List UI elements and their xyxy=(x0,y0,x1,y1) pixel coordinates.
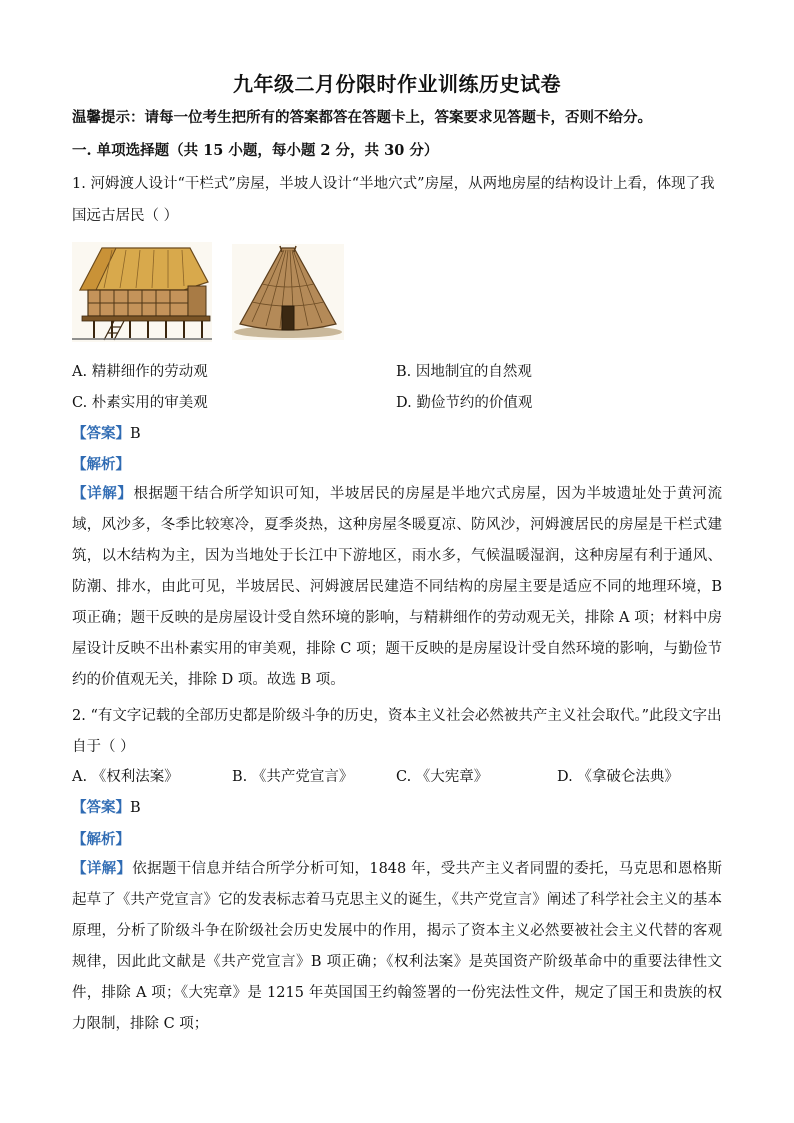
q1-option-c: C. 朴素实用的审美观 xyxy=(72,395,208,411)
q1-stem-line1: 1. 河姆渡人设计“干栏式”房屋，半坡人设计“半地穴式”房屋，从两地房屋的结构设计上看，体现了我 xyxy=(72,176,715,192)
q2-option-d: D. 《拿破仑法典》 xyxy=(557,769,679,785)
q2-option-a: A. 《权利法案》 xyxy=(72,769,179,785)
exam-notice: 温馨提示：请每一位考生把所有的答案都答在答题卡上，答案要求见答题卡，否则不给分。 xyxy=(72,109,652,126)
q2-answer xyxy=(72,796,141,817)
q1-option-b: B. 因地制宜的自然观 xyxy=(396,364,532,380)
q1-detail-tag: 【详解】 xyxy=(72,485,133,502)
q2-stem-line1: 2. “有文字记载的全部历史都是阶级斗争的历史，资本主义社会必然被共产主义社会取代。”此段文字出 xyxy=(72,708,722,724)
q1-answer-tag: 【答案】 xyxy=(72,425,130,442)
q2-stem-line2: 自于（ ） xyxy=(72,739,135,755)
semi-subterranean-house-image xyxy=(232,244,344,340)
q2-answer-tag: 【答案】 xyxy=(72,799,130,816)
q1-analysis-tag: 【解析】 xyxy=(72,456,130,473)
page-title: 九年级二月份限时作业训练历史试卷 xyxy=(233,72,561,96)
q1-detail-text: 根据题干结合所学知识可知，半坡居民的房屋是半地穴式房屋，因为半坡遗址处于黄河流域，风沙多，冬季比较寒冷，夏季炎热，这种房屋冬暖夏凉、防风沙，河姆渡居民的房屋是干栏式建筑，以木结构为主，因为当地处于长江中下游地区，雨水多，气候温暖湿润，这种房屋有利于通风、防潮、排水，由此可见，半坡居民、河姆渡居民建造不同结构的房屋主要是适应不同的地理环境，B 项正确；题干反映的是房屋设计受自然环境的影响，与精耕细作的劳动观无关，排除 A 项；材料中房屋设计反映不出朴素实用的审美观，排除 C 项；题干反映的是房屋设计受自然环境的影响，与勤俭节约的价值观无关，排除 D 项。故选 B 项。 xyxy=(72,486,723,688)
q2-option-c: C. 《大宪章》 xyxy=(396,769,489,785)
q1-option-d: D. 勤俭节约的价值观 xyxy=(396,395,533,411)
section-heading: 一. 单项选择题（共 15 小题，每小题 2 分，共 30 分） xyxy=(72,142,439,159)
q2-option-b: B. 《共产党宣言》 xyxy=(232,769,354,785)
q1-answer-value: B xyxy=(130,426,141,442)
q1-option-a: A. 精耕细作的劳动观 xyxy=(72,364,208,380)
q2-detail-text: 依据题干信息并结合所学分析可知，1848 年，受共产主义者同盟的委托，马克思和恩格斯起草了《共产党宣言》它的发表标志着马克思主义的诞生，《共产党宣言》阐述了科学社会主义的基本原理，分析了阶级斗争在阶级社会历史发展中的作用，揭示了资本主义必然要被社会主义代替的客观规律，因此此文献是《共产党宣言》B 项正确；《权利法案》是英国资产阶级革命中的重要法律性文件，排除 A 项；《大宪章》是 1215 年英国国王约翰签署的一份宪法性文件，规定了国王和贵族的权力限制，排除 C 项； xyxy=(72,861,723,1032)
q2-detail xyxy=(72,853,722,1040)
q2-answer-value: B xyxy=(130,800,141,816)
q2-detail-tag: 【详解】 xyxy=(72,860,132,877)
q1-answer xyxy=(72,422,141,443)
q2-analysis-tag: 【解析】 xyxy=(72,831,130,848)
q1-stem-line2: 国远古居民（ ） xyxy=(72,208,179,224)
stilt-house-image xyxy=(72,242,212,342)
q1-detail xyxy=(72,478,722,696)
